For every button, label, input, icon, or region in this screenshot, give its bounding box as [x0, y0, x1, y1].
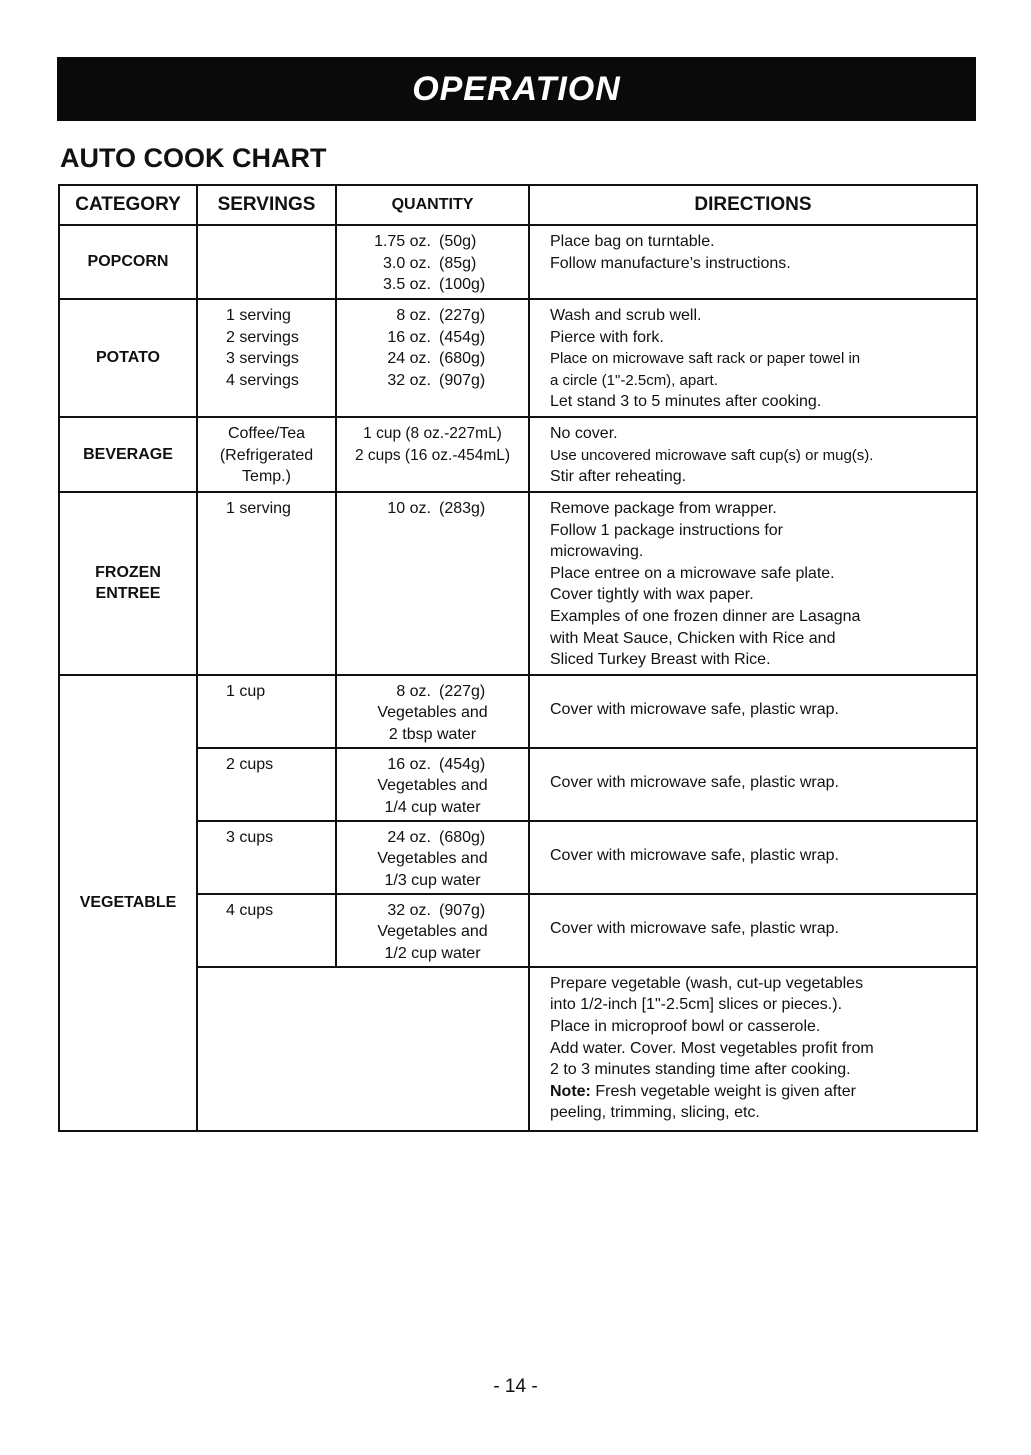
category-potato: POTATO	[59, 299, 197, 417]
auto-cook-table	[58, 184, 978, 1132]
quantity-vegetable-4: 32 oz. (907g) Vegetables and 1/2 cup water	[336, 894, 529, 967]
table-row-popcorn	[59, 225, 977, 299]
quantity-frozen-entree: 10 oz. (283g)	[336, 492, 529, 675]
directions-frozen-entree: Remove package from wrapper. Follow 1 package instructions for microwaving. Place entree on a microwave safe plate. Cover tightly with wax paper. Examples of one frozen dinner are Lasagna with Meat Sauce, Chicken with Rice and Sliced Turkey Breast with Rice.	[529, 492, 977, 675]
table-row-frozen-entree	[59, 492, 977, 675]
directions-vegetable-3: Cover with microwave safe, plastic wrap.	[529, 821, 977, 894]
vegetable-general-blank	[197, 967, 529, 1131]
servings-potato: 1 serving 2 servings 3 servings 4 servings	[197, 299, 336, 417]
directions-vegetable-1: Cover with microwave safe, plastic wrap.	[529, 675, 977, 748]
category-frozen-entree: FROZEN ENTREE	[59, 492, 197, 675]
servings-vegetable-4: 4 cups	[197, 894, 336, 967]
directions-popcorn: Place bag on turntable. Follow manufacture’s instructions.	[529, 225, 977, 299]
note-label: Note:	[550, 1082, 591, 1100]
servings-beverage: Coffee/Tea (Refrigerated Temp.)	[197, 417, 336, 492]
section-title: OPERATION	[412, 69, 621, 108]
category-beverage: BEVERAGE	[59, 417, 197, 492]
servings-vegetable-3: 3 cups	[197, 821, 336, 894]
servings-frozen-entree: 1 serving	[197, 492, 336, 675]
table-row-vegetable-4	[59, 894, 977, 967]
quantity-potato: 8 oz. (227g) 16 oz. (454g) 24 oz. (680g) 32 oz. (907g)	[336, 299, 529, 417]
page-number: - 14 -	[493, 1376, 538, 1397]
vegetable-note	[550, 1081, 968, 1103]
column-header-category: CATEGORY	[59, 185, 197, 225]
quantity-vegetable-2: 16 oz. (454g) Vegetables and 1/4 cup water	[336, 748, 529, 821]
directions-beverage: No cover. Use uncovered microwave saft cup(s) or mug(s). Stir after reheating.	[529, 417, 977, 492]
category-vegetable: VEGETABLE	[59, 675, 197, 1131]
table-row-beverage	[59, 417, 977, 492]
chart-title: AUTO COOK CHART	[60, 143, 327, 173]
category-popcorn: POPCORN	[59, 225, 197, 299]
directions-vegetable-general: Prepare vegetable (wash, cut-up vegetables into 1/2-inch [1"-2.5cm] slices or pieces.). Place in microproof bowl or casserole. Add water. Cover. Most vegetables profit from 2 to 3 minutes standing time after cooking. Note: Fresh vegetable weight is given after peeling, trimming, slicing, etc.	[529, 967, 977, 1131]
directions-vegetable-2: Cover with microwave safe, plastic wrap.	[529, 748, 977, 821]
table-row-vegetable-1	[59, 675, 977, 748]
table-row-vegetable-3	[59, 821, 977, 894]
servings-vegetable-2: 2 cups	[197, 748, 336, 821]
table-row-vegetable-general	[59, 967, 977, 1131]
column-header-quantity: QUANTITY	[336, 185, 529, 225]
quantity-vegetable-3: 24 oz. (680g) Vegetables and 1/3 cup water	[336, 821, 529, 894]
note-text: Fresh vegetable weight is given after	[590, 1082, 856, 1100]
column-header-servings: SERVINGS	[197, 185, 336, 225]
table-header-row	[59, 185, 977, 225]
quantity-popcorn: 1.75 oz. (50g) 3.0 oz. (85g) 3.5 oz. (100g)	[336, 225, 529, 299]
table-row-vegetable-2	[59, 748, 977, 821]
directions-potato: Wash and scrub well. Pierce with fork. Place on microwave saft rack or paper towel in a circle (1"-2.5cm), apart. Let stand 3 to 5 minutes after cooking.	[529, 299, 977, 417]
table-row-potato	[59, 299, 977, 417]
directions-vegetable-4: Cover with microwave safe, plastic wrap.	[529, 894, 977, 967]
quantity-vegetable-1: 8 oz. (227g) Vegetables and 2 tbsp water	[336, 675, 529, 748]
column-header-directions: DIRECTIONS	[529, 185, 977, 225]
quantity-beverage: 1 cup (8 oz.-227mL) 2 cups (16 oz.-454mL)	[336, 417, 529, 492]
servings-vegetable-1: 1 cup	[197, 675, 336, 748]
servings-popcorn	[197, 225, 336, 299]
section-banner	[57, 57, 976, 121]
